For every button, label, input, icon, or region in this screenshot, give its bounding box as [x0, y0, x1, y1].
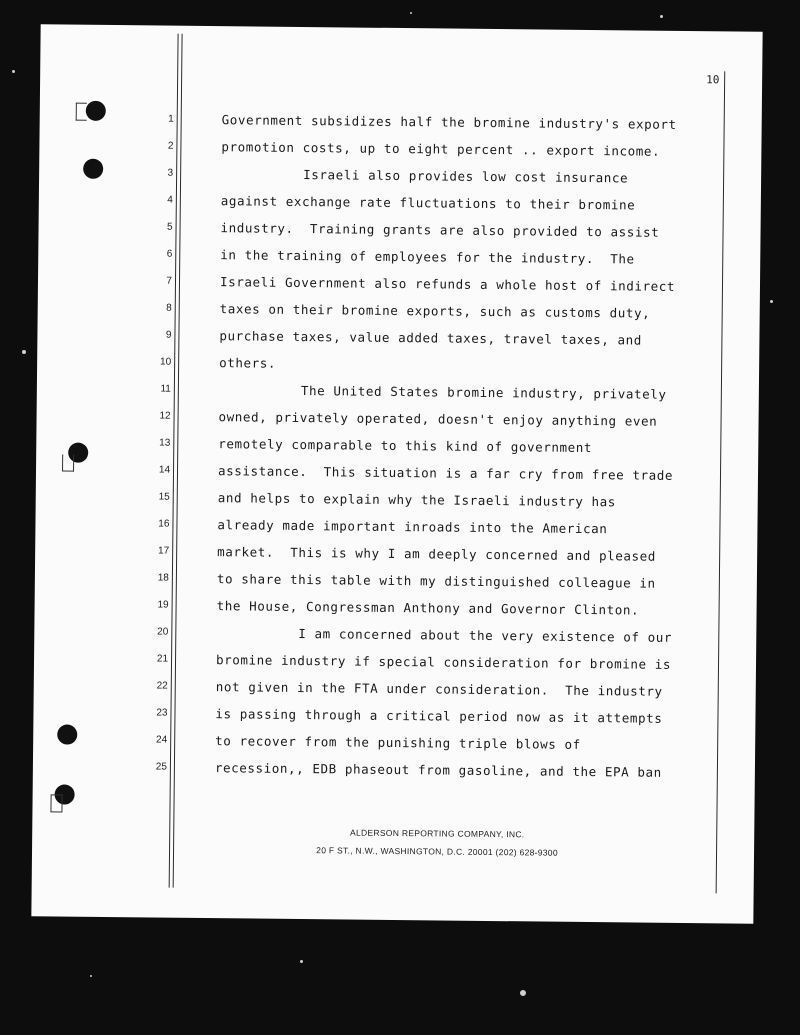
transcript-line: market. This is why I am deeply concerned and pleased	[217, 544, 657, 564]
transcript-line: already made important inroads into the American	[217, 517, 608, 537]
scan-speck	[770, 300, 773, 303]
transcript-line: in the training of employees for the industry. The	[220, 247, 635, 267]
transcript-line: the House, Congressman Anthony and Governor Clinton.	[216, 598, 640, 618]
line-number: 13	[159, 437, 171, 449]
transcript-line: remotely comparable to this kind of government	[218, 436, 593, 456]
corner-bracket	[50, 794, 62, 812]
transcript-line: and helps to explain why the Israeli industry has	[217, 490, 616, 510]
transcript-line: promotion costs, up to eight percent .. export income.	[221, 139, 661, 159]
binding-hole	[57, 724, 77, 744]
transcript-line: against exchange rate fluctuations to their bromine	[220, 193, 636, 213]
scan-speck	[90, 975, 92, 977]
line-number: 5	[166, 221, 173, 233]
line-number: 9	[165, 329, 172, 341]
line-number: 12	[159, 410, 171, 422]
line-number: 15	[158, 491, 170, 503]
line-number: 19	[157, 599, 169, 611]
corner-bracket	[62, 454, 74, 471]
line-number: 22	[156, 680, 168, 692]
transcript-line: I am concerned about the very existence of our	[298, 625, 673, 645]
line-number: 10	[159, 356, 172, 368]
binding-hole	[83, 159, 103, 179]
line-number: 6	[166, 248, 173, 260]
transcript-line: Israeli also provides low cost insurance	[303, 167, 629, 186]
line-number: 18	[157, 572, 169, 584]
transcript-line: bromine industry if special consideration for bromine is	[215, 652, 672, 672]
transcript-line: recession,, EDB phaseout from gasoline, and the EPA ban	[214, 760, 662, 780]
transcript-line: Government subsidizes half the bromine industry's export	[221, 112, 677, 132]
line-number: 14	[158, 464, 171, 476]
transcript-line: The United States bromine industry, privately	[300, 382, 667, 402]
line-number: 16	[158, 518, 170, 530]
transcript-line: not given in the FTA under consideration. The industry	[215, 679, 663, 699]
transcript-line: Israeli Government also refunds a whole host of indirect	[219, 274, 676, 294]
transcript-line: taxes on their bromine exports, such as customs duty,	[219, 301, 651, 321]
line-number: 4	[167, 194, 173, 206]
line-number: 21	[156, 653, 169, 665]
page-number: 10	[706, 73, 720, 87]
line-number: 2	[167, 140, 174, 152]
right-margin-rule	[716, 71, 726, 893]
binding-hole	[86, 101, 106, 121]
transcript-line: owned, privately operated, doesn't enjoy anything even	[218, 409, 658, 429]
line-number: 17	[157, 545, 170, 557]
transcript-line: to share this table with my distinguished colleague in	[216, 571, 656, 591]
transcript-page	[31, 24, 762, 924]
scan-speck	[660, 15, 663, 18]
transcript-line: industry. Training grants are also provided to assist	[220, 220, 660, 240]
line-number: 24	[156, 734, 168, 746]
line-number: 23	[156, 707, 168, 719]
transcript-line: others.	[219, 355, 277, 371]
corner-bracket	[76, 103, 87, 121]
line-number: 8	[166, 302, 172, 314]
transcript-line: assistance. This situation is a far cry from free trade	[217, 463, 674, 483]
transcript-line: purchase taxes, value added taxes, travel taxes, and	[219, 328, 643, 348]
transcript-line: to recover from the punishing triple blows of	[215, 733, 581, 752]
line-number: 3	[167, 167, 174, 179]
left-margin-rule	[173, 34, 183, 888]
transcript-line: is passing through a critical period now as it attempts	[215, 706, 663, 726]
footer-company: ALDERSON REPORTING COMPANY, INC.	[349, 827, 525, 840]
scan-speck	[12, 70, 15, 73]
scan-speck	[520, 990, 526, 996]
line-number: 25	[155, 761, 167, 773]
line-number: 11	[160, 383, 171, 395]
scan-speck	[410, 12, 412, 14]
scan-speck	[300, 960, 303, 963]
scan-speck	[22, 350, 26, 354]
line-number: 1	[168, 113, 174, 125]
line-number: 20	[157, 626, 169, 638]
footer-address: 20 F ST., N.W., WASHINGTON, D.C. 20001 (202) 628-9300	[316, 845, 558, 858]
line-number: 7	[166, 275, 173, 287]
